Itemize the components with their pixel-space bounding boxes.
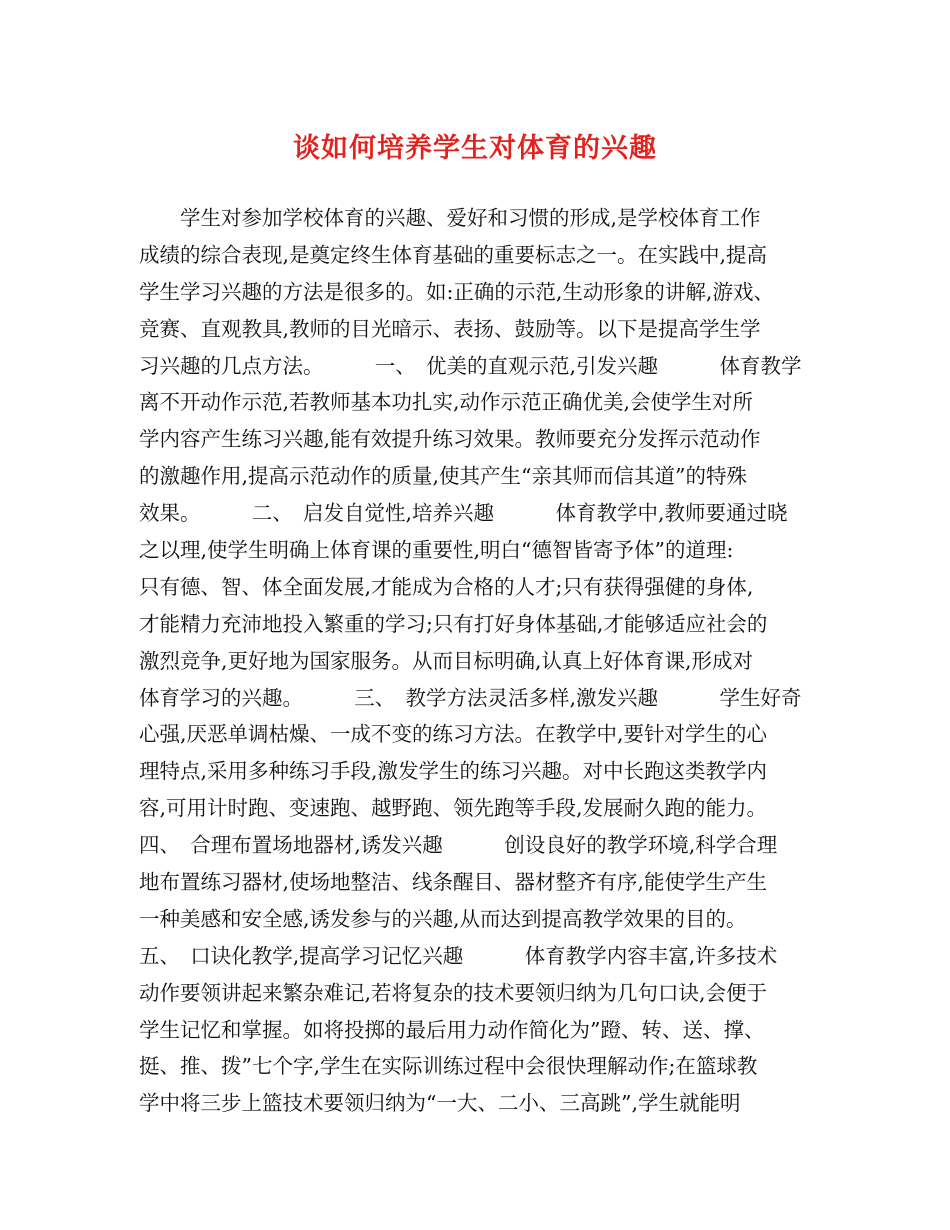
paragraph-line: 学生记忆和掌握。如将投掷的最后用力动作简化为”蹬、转、送、撑、 [139,1017,765,1042]
paragraph-line: 地布置练习器材,使场地整洁、线条醒目、器材整齐有序,能使学生产生 [139,870,768,895]
paragraph-line: 挺、推、拨”七个字,学生在实际训练过程中会很快理解动作;在篮球教 [139,1054,758,1079]
paragraph-line: 的激趣作用,提高示范动作的质量,使其产生“亲其师而信其道”的特殊 [139,464,747,489]
document-body [139,200,819,1122]
paragraph-line: 四、 合理布置场地器材,诱发兴趣 创设良好的教学环境,科学合理 [139,833,778,858]
paragraph-line: 成绩的综合表现,是奠定终生体育基础的重要标志之一。在实践中,提高 [139,242,768,267]
paragraph-line: 效果。 二、 启发自觉性,培养兴趣 体育教学中,教师要通过晓 [139,501,788,526]
paragraph-line: 体育学习的兴趣。 三、 教学方法灵活多样,激发兴趣 学生好奇 [139,685,802,710]
paragraph-line: 容,可用计时跑、变速跑、越野跑、领先跑等手段,发展耐久跑的能力。 [139,796,768,821]
paragraph-line: 一种美感和安全感,诱发参与的兴趣,从而达到提高教学效果的目的。 [139,906,747,931]
paragraph-line: 之以理,使学生明确上体育课的重要性,明白“德智皆寄予体”的道理: [139,538,734,563]
document-title: 谈如何培养学生对体育的兴趣 [293,133,657,164]
paragraph-line: 理特点,采用多种练习手段,激发学生的练习兴趣。对中长跑这类教学内 [139,759,768,784]
paragraph-line: 习兴趣的几点方法。 一、 优美的直观示范,引发兴趣 体育教学 [139,353,802,378]
paragraph-line: 学中将三步上篮技术要领归纳为“一大、二小、三高跳”,学生就能明 [139,1091,741,1116]
paragraph-line: 学内容产生练习兴趣,能有效提升练习效果。教师要充分发挥示范动作 [139,427,761,452]
paragraph-line: 学生对参加学校体育的兴趣、爱好和习惯的形成,是学校体育工作 [139,206,761,230]
paragraph-line: 才能精力充沛地投入繁重的学习;只有打好身体基础,才能够适应社会的 [139,611,768,636]
paragraph-line: 心强,厌恶单调枯燥、一成不变的练习方法。在教学中,要针对学生的心 [139,722,768,747]
paragraph-line: 动作要领讲起来繁杂难记,若将复杂的技术要领归纳为几句口诀,会便于 [139,980,768,1005]
paragraph-line: 五、 口诀化教学,提高学习记忆兴趣 体育教学内容丰富,许多技术 [139,943,778,968]
paragraph-line: 只有德、智、体全面发展,才能成为合格的人才;只有获得强健的身体, [139,574,754,599]
paragraph-line: 激烈竞争,更好地为国家服务。从而目标明确,认真上好体育课,形成对 [139,648,754,673]
paragraph-line: 离不开动作示范,若教师基本功扎实,动作示范正确优美,会使学生对所 [139,390,754,415]
paragraph-line: 学生学习兴趣的方法是很多的。如:正确的示范,生动形象的讲解,游戏、 [139,279,774,304]
paragraph-line: 竞赛、直观教具,教师的目光暗示、表扬、鼓励等。以下是提高学生学 [139,316,761,341]
